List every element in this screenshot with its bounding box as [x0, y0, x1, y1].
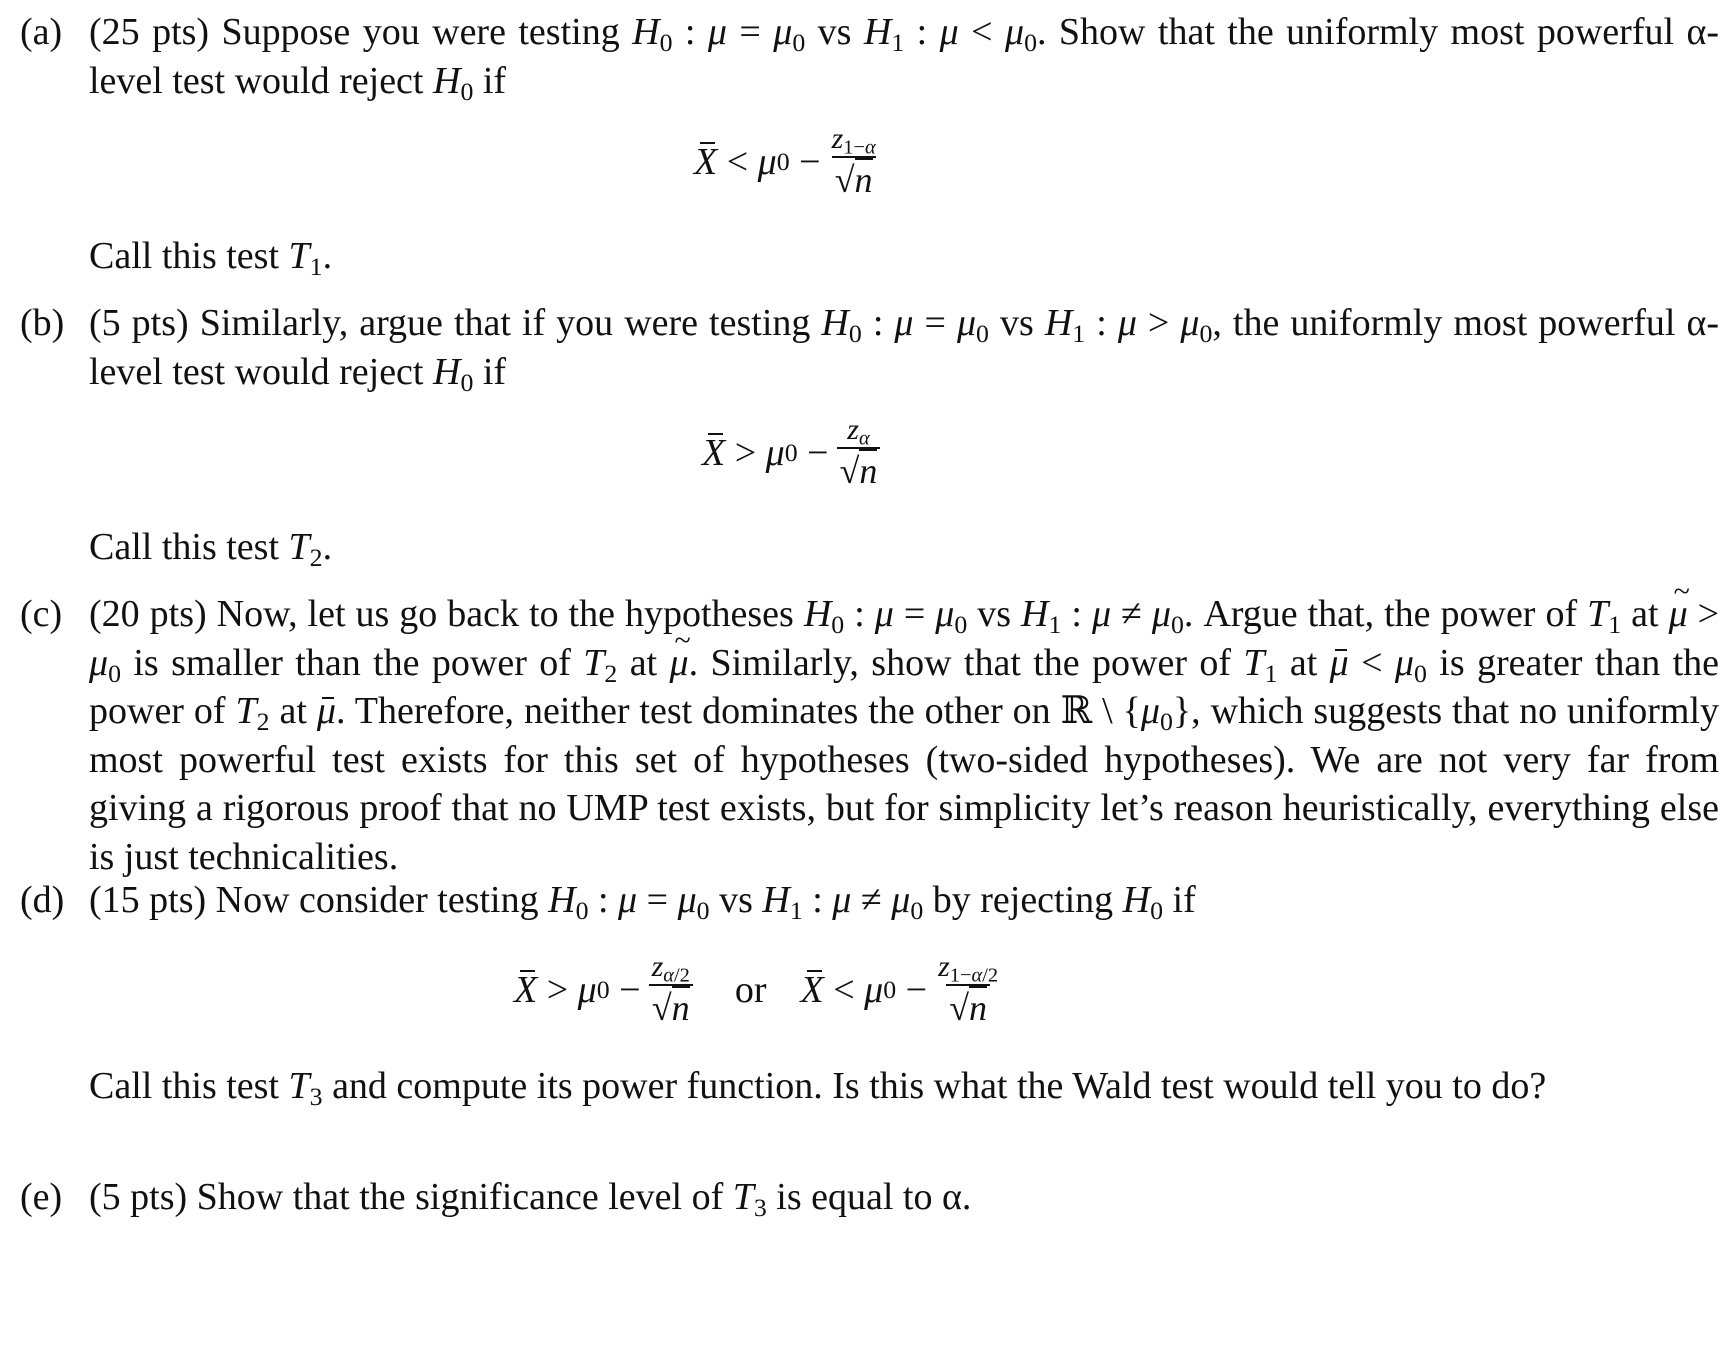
problem-c-label: (c) [20, 593, 63, 635]
vs-word: vs [719, 879, 753, 921]
or-word: or [734, 969, 767, 1011]
problem-d [20, 876, 1720, 925]
problem-e-main: Show that the significance level of [196, 1176, 724, 1218]
problem-a-label: (a) [20, 11, 63, 53]
problem-a-if: if [482, 59, 507, 102]
problem-e-label: (e) [20, 1176, 63, 1218]
problem-e-tail: is equal to α. [776, 1176, 972, 1218]
problem-b-call-text: Call this test [89, 526, 279, 568]
problem-c-greater: is greater than the power of [89, 641, 1720, 732]
problem-a [20, 8, 1720, 105]
problem-d-call: Call this test $T_3$ and compute its power function. Is this what the Wald test would tell you to do? [89, 1065, 1547, 1112]
problem-a-call-text: Call this test [89, 235, 279, 277]
problem-d-by: by rejecting [932, 879, 1114, 921]
problem-a-call: Call this test $T_1$. [89, 235, 333, 282]
problem-d-intro: Now consider testing [215, 879, 539, 921]
vs-word: vs [1000, 302, 1034, 344]
at-word: at [629, 641, 658, 684]
problem-b-label: (b) [20, 302, 65, 344]
vs-word: vs [977, 593, 1012, 635]
problem-e [20, 1173, 1720, 1222]
problem-c-points: (20 pts) [89, 593, 207, 635]
equation-d: X > μ 0 − $\frac{z_{\alpha/2}}{√n}$ or X < μ 0 − $\frac{z_{1-\alpha/2}}{√n}$ [514, 950, 999, 1028]
problem-e-points: (5 pts) [89, 1176, 188, 1218]
problem-c-therefore: Therefore, neither test dominates the other on [354, 690, 1051, 732]
problem-b-points: (5 pts) [89, 302, 189, 344]
problem-c-text: (20 pts) Now, let us go back to the hypotheses $H_0$ : $\mu = \mu_0$ vs $H_1$ : $\mu \ne \mu_0$. Argue that, the power of $T_1$ at ~ $\mu > \mu_0$ is smaller than the power of $T_2$ at ~ μ. Similarly, show that the power of $T_1$ at $\mu < \mu_0$ is greater than the power of $T_2$ at μ. Therefore, neither test dominates the other on ℝ \ $\{\mu_0\}$, which suggests that no uniformly most powerful test exists for this set of hypotheses (two-sided hypotheses). We are not very far from giving a rigorous proof that no UMP test exists, but for simplicity let’s reason heuristically, everything else is just technicalities. [89, 590, 1719, 881]
problem-a-points: (25 pts) [89, 11, 210, 53]
problem-a-text: (25 pts) Suppose you were testing $H_0$ : $\mu = \mu_0$ vs $H_1$ : $\mu < \mu_0$. Show that the uniformly most powerful α-level test would reject $H_0$ if [89, 11, 1720, 106]
problem-c [20, 590, 1720, 881]
problem-d-if: if [1172, 879, 1196, 921]
problem-c-similarly: Similarly, show that the power of [710, 641, 1232, 684]
problem-b-call: Call this test $T_2$. [89, 526, 333, 573]
equation-a: X < μ 0 − $\frac{z_{1-\alpha}}{√n}$ [694, 122, 876, 200]
at-word: at [1631, 593, 1659, 635]
problem-a-show: Show that the uniformly most powerful α-level test would reject [89, 11, 1720, 102]
problem-c-intro: Now, let us go back to the hypotheses [216, 593, 794, 635]
problem-a-intro: Suppose you were testing [221, 11, 620, 53]
problem-b-intro: Similarly, argue that if you were testing [199, 302, 811, 344]
problem-b [20, 299, 1720, 396]
problem-c-suggests: which suggests that no uniformly most powerful test exists for this set of hypotheses (two-sided hypotheses). We are not very far from giving a rigorous proof that no UMP test exists, but for simplicity let’s reason heuristically, everything else is just technicalities. [89, 690, 1720, 878]
problem-b-if: if [482, 350, 507, 393]
problem-d-text: (15 pts) Now consider testing $H_0$ : $\mu = \mu_0$ vs $H_1$ : $\mu \ne \mu_0$ by rejecting $H_0$ if [89, 879, 1196, 926]
problem-c-argue: Argue that, the power of [1203, 593, 1578, 635]
problem-d-call-text: Call this test [89, 1065, 279, 1107]
problem-b-text: (5 pts) Similarly, argue that if you were testing $H_0$ : $\mu = \mu_0$ vs $H_1$ : $\mu > \mu_0$, the uniformly most powerful α-level test would reject $H_0$ if [89, 302, 1720, 397]
problem-d-points: (15 pts) [89, 879, 207, 921]
problem-d-label: (d) [20, 879, 65, 921]
problem-c-smaller: is smaller than the power of [133, 641, 571, 684]
at-word: at [1289, 641, 1318, 684]
equation-b: X > μ 0 − $\frac{z_\alpha}{√n}$ [702, 413, 888, 493]
problem-d-rest: and compute its power function. Is this what the Wald test would tell you to do? [332, 1065, 1547, 1107]
problem-e-text: (5 pts) Show that the significance level of $T_3$ is equal to α. [89, 1176, 972, 1223]
problem-b-show: the uniformly most powerful α-level test would reject [89, 302, 1720, 393]
at-word: at [279, 690, 307, 732]
vs-word: vs [817, 11, 852, 53]
